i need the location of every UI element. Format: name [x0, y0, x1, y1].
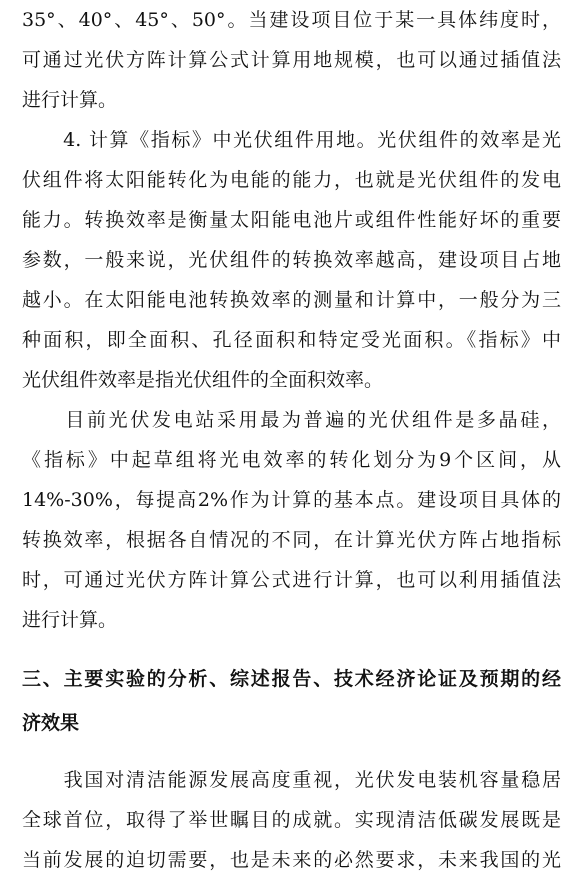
text-line: 时，可通过光伏方阵计算公式进行计算，也可以利用插值法: [22, 569, 561, 591]
text-line: 35°、40°、45°、50°。当建设项目位于某一具体纬度时，: [22, 9, 561, 31]
text-line: 全球首位，取得了举世瞩目的成就。实现清洁低碳发展既是: [22, 809, 561, 831]
text-line: 我国对清洁能源发展高度重视，光伏发电装机容量稳居: [22, 769, 561, 791]
text-line: 光伏组件效率是指光伏组件的全面积效率。: [22, 369, 384, 391]
text-line: 越小。在太阳能电池转换效率的测量和计算中，一般分为三: [22, 289, 561, 311]
text-line: 种面积，即全面积、孔径面积和特定受光面积。《指标》中: [22, 329, 561, 351]
text-line: 参数，一般来说，光伏组件的转换效率越高，建设项目占地: [22, 249, 561, 271]
heading-line: 济效果: [22, 712, 80, 734]
text-line: 14%-30%，每提高2%作为计算的基本点。建设项目具体的: [22, 489, 561, 511]
text-line: 可通过光伏方阵计算公式计算用地规模，也可以通过插值法: [22, 49, 561, 71]
text-line: 《指标》中起草组将光电效率的转化划分为9个区间，从: [22, 449, 561, 471]
text-line: 进行计算。: [22, 609, 118, 631]
heading-line: 三、主要实验的分析、综述报告、技术经济论证及预期的经: [22, 668, 561, 690]
text-line: 能力。转换效率是衡量太阳能电池片或组件性能好坏的重要: [22, 209, 561, 231]
text-line: 转换效率，根据各自情况的不同，在计算光伏方阵占地指标: [22, 529, 561, 551]
text-line: 当前发展的迫切需要，也是未来的必然要求，未来我国的光: [22, 849, 561, 871]
text-line: 目前光伏发电站采用最为普遍的光伏组件是多晶硅，: [22, 409, 561, 431]
text-line: 进行计算。: [22, 89, 118, 111]
text-line: 4. 计算《指标》中光伏组件用地。光伏组件的效率是光: [22, 129, 561, 151]
text-line: 伏组件将太阳能转化为电能的能力，也就是光伏组件的发电: [22, 169, 561, 191]
